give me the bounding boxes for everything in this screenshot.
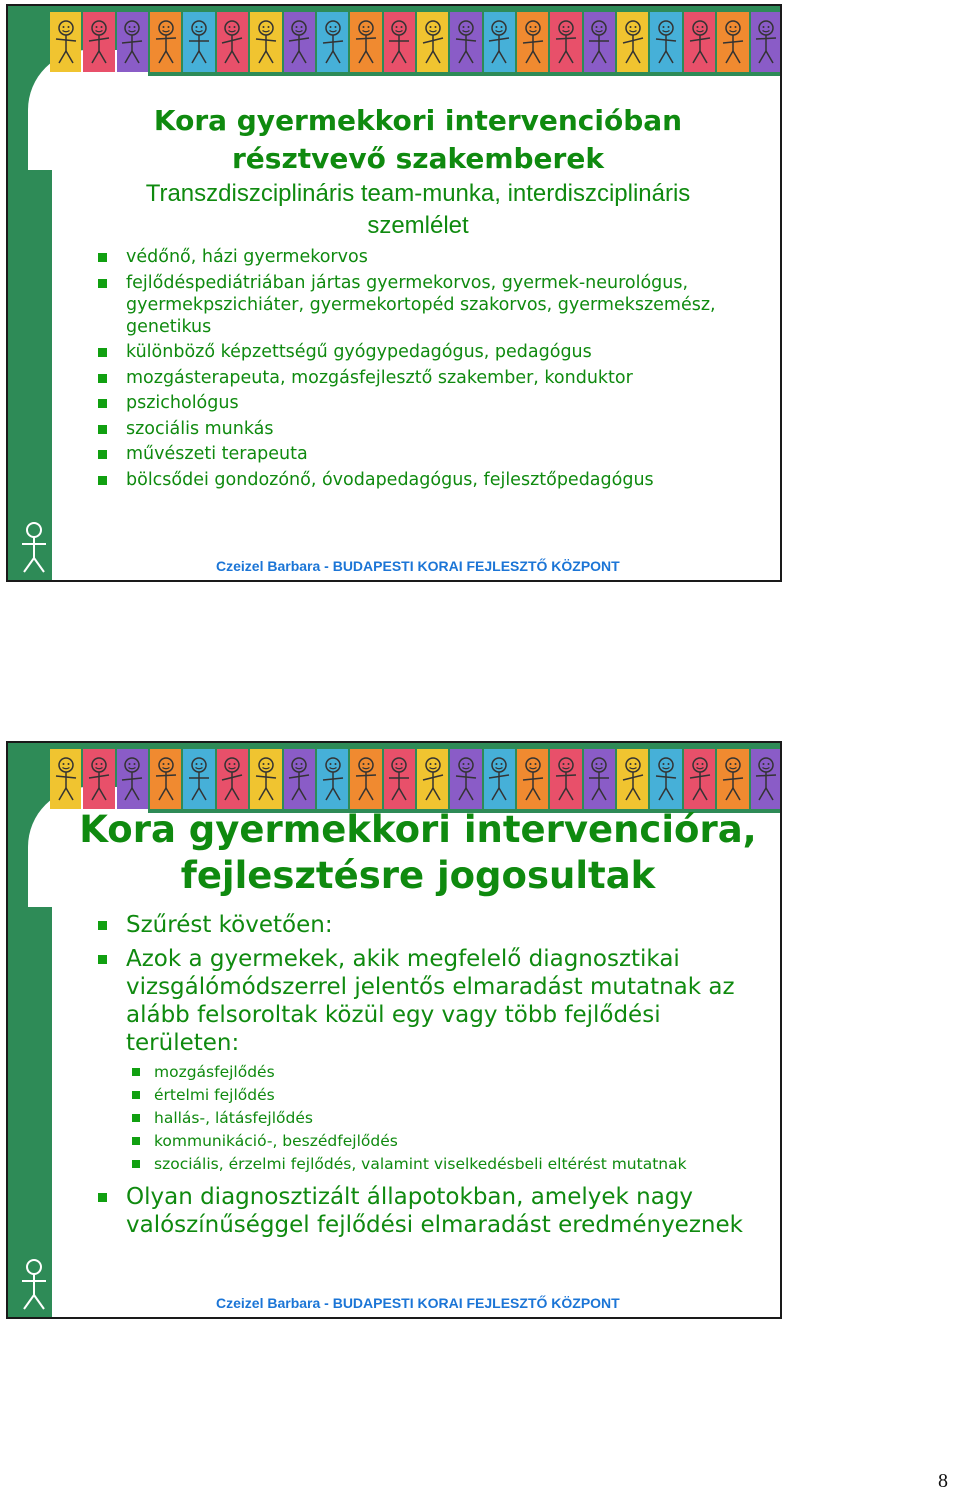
logo-line-2: Korai xyxy=(52,1271,77,1282)
stick-figure-icon xyxy=(586,756,612,802)
child-drawing-tile xyxy=(617,12,648,72)
square-bullet-icon xyxy=(98,1193,107,1202)
list-item xyxy=(98,272,758,338)
square-bullet-icon xyxy=(132,1160,140,1168)
child-drawing-tile xyxy=(117,749,148,809)
stick-figure-icon xyxy=(286,19,312,65)
stick-figure-icon xyxy=(153,19,179,65)
bkfk-logo xyxy=(16,520,95,576)
child-drawing-tile xyxy=(717,749,748,809)
child-drawing-tile xyxy=(284,12,315,72)
list-item xyxy=(98,443,758,465)
slide-title-line-2: fejlesztésre jogosultak xyxy=(180,854,656,897)
children-drawings-banner xyxy=(50,12,782,72)
stick-figure-icon xyxy=(286,756,312,802)
child-drawing-tile xyxy=(584,12,615,72)
stick-figure-icon xyxy=(420,756,446,802)
stick-figure-icon xyxy=(320,756,346,802)
slide-footer: Czeizel Barbara - BUDAPESTI KORAI FEJLESZTŐ KÖZPONT xyxy=(216,1295,620,1311)
stick-figure-icon xyxy=(687,756,713,802)
child-drawing-tile xyxy=(751,12,782,72)
child-drawing-tile xyxy=(550,749,581,809)
list-item-text: Szűrést követően: xyxy=(126,912,333,938)
child-drawing-tile xyxy=(183,12,214,72)
child-drawing-tile xyxy=(284,749,315,809)
slide-title-line-1: Kora gyermekkori intervencióban xyxy=(153,104,683,137)
sub-list-item xyxy=(132,1084,752,1107)
square-bullet-icon xyxy=(98,399,107,408)
child-drawing-tile xyxy=(317,12,348,72)
child-drawing-tile xyxy=(183,749,214,809)
child-drawing-tile xyxy=(250,749,281,809)
stick-figure-icon xyxy=(653,756,679,802)
slide-1 xyxy=(6,4,782,582)
child-drawing-tile xyxy=(751,749,782,809)
stick-figure-icon xyxy=(486,756,512,802)
list-item-text: bölcsődei gondozónő, óvodapedagógus, fejlesztőpedagógus xyxy=(126,469,654,490)
square-bullet-icon xyxy=(98,374,107,383)
list-item xyxy=(98,469,758,491)
logo-line-3: Fejlesztő xyxy=(52,1283,90,1294)
stick-figure-icon xyxy=(453,756,479,802)
square-bullet-icon xyxy=(98,450,107,459)
child-drawing-tile xyxy=(484,749,515,809)
stick-figure-icon xyxy=(53,756,79,802)
child-drawing-tile xyxy=(350,749,381,809)
child-drawing-tile xyxy=(150,749,181,809)
list-item-text: védőnő, házi gyermekorvos xyxy=(126,247,368,267)
child-drawing-tile xyxy=(550,12,581,72)
logo-line-3: Fejlesztő xyxy=(52,546,90,557)
square-bullet-icon xyxy=(98,253,107,262)
child-drawing-tile xyxy=(50,12,81,72)
child-drawing-tile xyxy=(484,12,515,72)
child-drawing-tile xyxy=(650,749,681,809)
sub-list-item xyxy=(132,1153,752,1176)
child-drawing-tile xyxy=(150,12,181,72)
list-item xyxy=(98,1183,758,1239)
child-drawing-tile xyxy=(417,749,448,809)
stick-figure-icon xyxy=(453,19,479,65)
list-item xyxy=(98,367,758,389)
stick-figure-icon xyxy=(353,756,379,802)
stick-figure-icon xyxy=(553,19,579,65)
stick-figure-icon xyxy=(720,19,746,65)
stick-figure-icon xyxy=(520,19,546,65)
list-item-text: mozgásterapeuta, mozgásfejlesztő szakember, konduktor xyxy=(126,367,633,388)
sub-list-item xyxy=(132,1061,752,1084)
stick-figure-icon xyxy=(586,19,612,65)
subtitle-line-1: Transzdiszciplináris team-munka, interdiszciplináris xyxy=(145,180,691,207)
square-bullet-icon xyxy=(98,425,107,434)
square-bullet-icon xyxy=(98,955,107,964)
list-item-text: művészeti terapeuta xyxy=(126,444,308,464)
list-item-text: Azok a gyermekek, akik megfelelő diagnosztikai vizsgálómódszerrel jelentős elmaradást mutatnak az alább felsoroltak közül egy vagy több fejlődési területen: xyxy=(126,946,735,1056)
logo-text xyxy=(52,522,95,570)
logo-text xyxy=(52,1259,95,1307)
child-drawing-tile xyxy=(350,12,381,72)
stick-figure-icon xyxy=(620,19,646,65)
stick-figure-icon xyxy=(186,756,212,802)
stick-figure-icon xyxy=(420,19,446,65)
development-areas-list xyxy=(132,1061,752,1176)
stick-figure-icon xyxy=(720,756,746,802)
child-drawing-tile xyxy=(584,749,615,809)
sub-list-item-text: szociális, érzelmi fejlődés, valamint viselkedésbeli eltérést mutatnak xyxy=(154,1155,687,1173)
logo-line-2: Korai xyxy=(52,534,77,545)
stick-figure-icon xyxy=(753,19,779,65)
subtitle-line-2: szemlélet xyxy=(367,212,469,239)
list-item-text: szociális munkás xyxy=(126,418,274,439)
child-drawing-tile xyxy=(83,749,114,809)
child-drawing-tile xyxy=(317,749,348,809)
page-number: 8 xyxy=(938,1470,948,1492)
stick-figure-icon xyxy=(320,19,346,65)
sub-list-item-text: kommunikáció-, beszédfejlődés xyxy=(154,1132,398,1150)
stick-figure-icon xyxy=(253,19,279,65)
bkfk-logo xyxy=(16,1257,95,1313)
square-bullet-icon xyxy=(132,1114,140,1122)
child-drawing-tile xyxy=(250,12,281,72)
child-drawing-tile xyxy=(450,749,481,809)
stick-figure-icon xyxy=(687,19,713,65)
child-drawing-tile xyxy=(717,12,748,72)
child-figure-icon xyxy=(16,520,52,576)
child-drawing-tile xyxy=(450,12,481,72)
list-item xyxy=(98,911,758,939)
list-item-text: különböző képzettségű gyógypedagógus, pedagógus xyxy=(126,342,592,362)
slide-title xyxy=(58,807,778,899)
slide-title-line-1: Kora gyermekkori intervencióra, xyxy=(79,808,757,851)
slide-title xyxy=(58,102,778,178)
stick-figure-icon xyxy=(553,756,579,802)
eligibility-list xyxy=(98,911,758,1061)
child-drawing-tile xyxy=(83,12,114,72)
logo-line-1: Budapesti xyxy=(52,522,95,533)
sub-list-item-text: mozgásfejlődés xyxy=(154,1063,275,1081)
children-drawings-banner xyxy=(50,749,782,809)
child-drawing-tile xyxy=(517,12,548,72)
child-figure-icon xyxy=(16,1257,52,1313)
stick-figure-icon xyxy=(219,19,245,65)
child-drawing-tile xyxy=(617,749,648,809)
list-item xyxy=(98,945,758,1057)
list-item xyxy=(98,246,758,268)
square-bullet-icon xyxy=(98,279,107,288)
list-item-text: Olyan diagnosztizált állapotokban, amelyek nagy valószínűséggel fejlődési elmaradást eredményeznek xyxy=(126,1184,743,1238)
slide-2 xyxy=(6,741,782,1319)
stick-figure-icon xyxy=(153,756,179,802)
child-drawing-tile xyxy=(384,12,415,72)
stick-figure-icon xyxy=(620,756,646,802)
stick-figure-icon xyxy=(86,756,112,802)
sub-list-item-text: értelmi fejlődés xyxy=(154,1086,275,1104)
logo-line-4: Központ xyxy=(52,1295,89,1306)
sub-list-item xyxy=(132,1130,752,1153)
sub-list-item-text: hallás-, látásfejlődés xyxy=(154,1109,313,1127)
slide-title-line-2: résztvevő szakemberek xyxy=(232,142,604,175)
stick-figure-icon xyxy=(486,19,512,65)
list-item xyxy=(98,392,758,414)
square-bullet-icon xyxy=(98,921,107,930)
stick-figure-icon xyxy=(119,756,145,802)
list-item-text: fejlődéspediátriában jártas gyermekorvos, gyermek-neurológus, gyermekpszichiáter, gyermekortopéd szakorvos, gyermekszemész, genetikus xyxy=(126,272,716,337)
stick-figure-icon xyxy=(653,19,679,65)
child-drawing-tile xyxy=(650,12,681,72)
square-bullet-icon xyxy=(98,476,107,485)
stick-figure-icon xyxy=(520,756,546,802)
logo-line-1: Budapesti xyxy=(52,1259,95,1270)
stick-figure-icon xyxy=(119,19,145,65)
stick-figure-icon xyxy=(253,756,279,802)
list-item xyxy=(98,341,758,363)
sub-list-item xyxy=(132,1107,752,1130)
child-drawing-tile xyxy=(684,749,715,809)
stick-figure-icon xyxy=(186,19,212,65)
stick-figure-icon xyxy=(386,756,412,802)
square-bullet-icon xyxy=(132,1091,140,1099)
slide-subtitle xyxy=(58,178,778,242)
child-drawing-tile xyxy=(217,749,248,809)
stick-figure-icon xyxy=(353,19,379,65)
child-drawing-tile xyxy=(217,12,248,72)
stick-figure-icon xyxy=(386,19,412,65)
child-drawing-tile xyxy=(417,12,448,72)
professionals-list xyxy=(98,246,758,494)
square-bullet-icon xyxy=(132,1137,140,1145)
child-drawing-tile xyxy=(684,12,715,72)
child-drawing-tile xyxy=(50,749,81,809)
stick-figure-icon xyxy=(753,756,779,802)
list-item-text: pszichológus xyxy=(126,393,239,413)
list-item xyxy=(98,418,758,440)
child-drawing-tile xyxy=(517,749,548,809)
square-bullet-icon xyxy=(98,348,107,357)
stick-figure-icon xyxy=(86,19,112,65)
stick-figure-icon xyxy=(219,756,245,802)
child-drawing-tile xyxy=(117,12,148,72)
stick-figure-icon xyxy=(53,19,79,65)
slide-footer: Czeizel Barbara - BUDAPESTI KORAI FEJLESZTŐ KÖZPONT xyxy=(216,558,620,574)
logo-line-4: Központ xyxy=(52,558,89,569)
child-drawing-tile xyxy=(384,749,415,809)
eligibility-list-continued xyxy=(98,1183,758,1239)
square-bullet-icon xyxy=(132,1068,140,1076)
